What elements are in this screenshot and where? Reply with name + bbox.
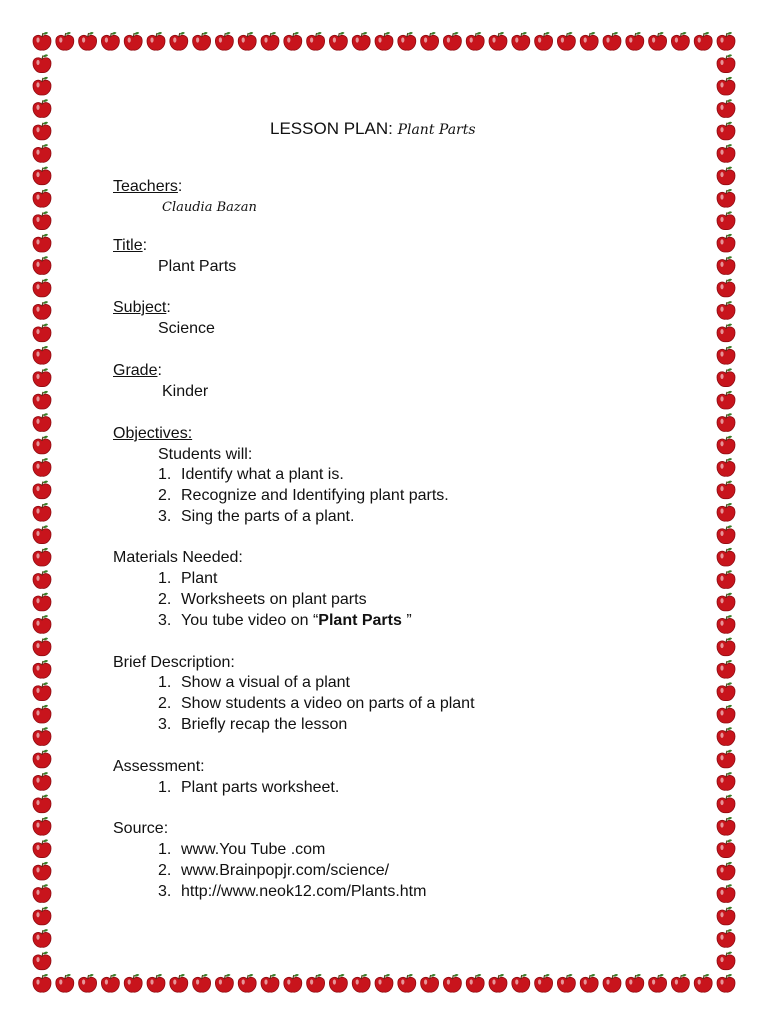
- apple-icon: [717, 570, 735, 588]
- apple-icon: [101, 974, 119, 992]
- apple-icon: [33, 952, 51, 970]
- page-title: [270, 119, 476, 140]
- apple-icon: [717, 144, 735, 162]
- apple-icon: [717, 458, 735, 476]
- material-item: 2. Worksheets on plant parts: [158, 591, 367, 608]
- apple-icon: [33, 189, 51, 207]
- apple-icon: [147, 974, 165, 992]
- apple-icon: [717, 615, 735, 633]
- apple-icon: [307, 974, 325, 992]
- apple-icon: [375, 974, 393, 992]
- apple-icon: [512, 32, 530, 50]
- apple-icon: [717, 99, 735, 117]
- apple-icon: [717, 862, 735, 880]
- apple-icon: [33, 884, 51, 902]
- apple-icon: [580, 974, 598, 992]
- apple-icon: [717, 189, 735, 207]
- apple-icon: [717, 77, 735, 95]
- apple-icon: [33, 54, 51, 72]
- apple-icon: [215, 974, 233, 992]
- apple-icon: [443, 32, 461, 50]
- apple-icon: [56, 32, 74, 50]
- apple-icon: [717, 211, 735, 229]
- apple-icon: [33, 660, 51, 678]
- grade-heading: Grade:: [113, 362, 162, 379]
- grade-label: Grade: [113, 362, 158, 379]
- apple-icon: [193, 32, 211, 50]
- apple-icon: [33, 436, 51, 454]
- apple-icon: [398, 974, 416, 992]
- apple-icon: [33, 862, 51, 880]
- apple-icon: [717, 682, 735, 700]
- apple-icon: [694, 32, 712, 50]
- apple-icon: [717, 817, 735, 835]
- apple-icon: [717, 234, 735, 252]
- apple-icon: [124, 32, 142, 50]
- source-item: 1. www.You Tube .com: [158, 841, 326, 858]
- apple-icon: [535, 974, 553, 992]
- source-label: Source:: [113, 820, 169, 837]
- description-item: 1. Show a visual of a plant: [158, 674, 350, 691]
- apple-icon: [147, 32, 165, 50]
- apple-icon: [717, 368, 735, 386]
- teachers-label: Teachers: [113, 178, 178, 195]
- apple-icon: [124, 974, 142, 992]
- objective-item: 2. Recognize and Identifying plant parts.: [158, 487, 449, 504]
- apple-icon: [603, 974, 621, 992]
- apple-icon: [352, 32, 370, 50]
- apple-icon: [649, 32, 667, 50]
- apple-icon: [33, 593, 51, 611]
- apple-icon: [421, 974, 439, 992]
- apple-icon: [33, 839, 51, 857]
- apple-icon: [717, 727, 735, 745]
- apple-icon: [717, 660, 735, 678]
- objective-item: 3. Sing the parts of a plant.: [158, 508, 355, 525]
- apple-icon: [33, 548, 51, 566]
- apple-icon: [33, 346, 51, 364]
- apple-icon: [580, 32, 598, 50]
- apple-icon: [717, 301, 735, 319]
- apple-icon: [170, 32, 188, 50]
- apple-icon: [33, 615, 51, 633]
- apple-icon: [33, 727, 51, 745]
- apple-icon: [421, 32, 439, 50]
- apple-icon: [238, 32, 256, 50]
- apple-icon: [717, 391, 735, 409]
- apple-icon: [717, 54, 735, 72]
- apple-icon: [717, 279, 735, 297]
- apple-icon: [717, 638, 735, 656]
- apple-icon: [33, 279, 51, 297]
- apple-icon: [33, 32, 51, 50]
- apple-icon: [33, 570, 51, 588]
- objective-item: 1. Identify what a plant is.: [158, 466, 344, 483]
- apple-icon: [33, 750, 51, 768]
- apple-icon: [717, 974, 735, 992]
- apple-icon: [717, 750, 735, 768]
- apple-icon: [717, 436, 735, 454]
- objectives-intro: Students will:: [158, 446, 253, 463]
- apple-icon: [626, 974, 644, 992]
- assessment-label: Assessment:: [113, 758, 205, 775]
- apple-icon: [33, 974, 51, 992]
- apple-icon: [33, 167, 51, 185]
- apple-icon: [717, 122, 735, 140]
- apple-icon: [717, 795, 735, 813]
- apple-icon: [33, 144, 51, 162]
- apple-icon: [717, 413, 735, 431]
- objectives-label: Objectives:: [113, 425, 193, 442]
- apple-icon: [717, 952, 735, 970]
- apple-icon: [671, 32, 689, 50]
- apple-icon: [33, 705, 51, 723]
- apple-icon: [557, 32, 575, 50]
- apple-icon: [33, 324, 51, 342]
- apple-icon: [33, 772, 51, 790]
- apple-icon: [626, 32, 644, 50]
- material-item: 1. Plant: [158, 570, 218, 587]
- subject-label: Subject: [113, 299, 167, 316]
- subject-heading: Subject:: [113, 299, 171, 316]
- apple-icon: [284, 32, 302, 50]
- apple-icon: [33, 99, 51, 117]
- apple-icon: [557, 974, 575, 992]
- apple-icon: [33, 368, 51, 386]
- apple-icon: [717, 256, 735, 274]
- title-heading: Title:: [113, 237, 148, 254]
- apple-icon: [33, 525, 51, 543]
- apple-icon: [352, 974, 370, 992]
- apple-icon: [33, 234, 51, 252]
- apple-icon: [717, 772, 735, 790]
- apple-icon: [261, 32, 279, 50]
- apple-icon: [649, 974, 667, 992]
- apple-icon: [443, 974, 461, 992]
- apple-icon: [33, 638, 51, 656]
- grade-value: Kinder: [162, 383, 209, 400]
- apple-icon: [261, 974, 279, 992]
- apple-icon: [489, 32, 507, 50]
- apple-icon: [717, 593, 735, 611]
- apple-icon: [603, 32, 621, 50]
- description-item: 2. Show students a video on parts of a plant: [158, 695, 475, 712]
- description-label: Brief Description:: [113, 654, 235, 671]
- apple-icon: [215, 32, 233, 50]
- apple-icon: [33, 301, 51, 319]
- apple-icon: [33, 77, 51, 95]
- apple-icon: [33, 391, 51, 409]
- title-value: Plant Parts: [158, 258, 237, 275]
- apple-icon: [56, 974, 74, 992]
- apple-icon: [33, 929, 51, 947]
- apple-icon: [489, 974, 507, 992]
- apple-icon: [717, 503, 735, 521]
- apple-icon: [671, 974, 689, 992]
- apple-icon: [284, 974, 302, 992]
- apple-icon: [33, 256, 51, 274]
- assessment-item: 1. Plant parts worksheet.: [158, 779, 340, 796]
- apple-icon: [717, 346, 735, 364]
- apple-icon: [466, 32, 484, 50]
- apple-icon: [717, 481, 735, 499]
- apple-icon: [193, 974, 211, 992]
- apple-icon: [329, 32, 347, 50]
- apple-icon: [79, 974, 97, 992]
- apple-icon: [512, 974, 530, 992]
- apple-icon: [717, 907, 735, 925]
- apple-icon: [717, 929, 735, 947]
- apple-icon: [375, 32, 393, 50]
- apple-icon: [717, 839, 735, 857]
- apple-icon: [329, 974, 347, 992]
- apple-icon: [694, 974, 712, 992]
- apple-icon: [33, 481, 51, 499]
- materials-label: Materials Needed:: [113, 549, 243, 566]
- teachers-heading: Teachers:: [113, 178, 183, 195]
- subject-value: Science: [158, 320, 215, 337]
- apple-icon: [33, 503, 51, 521]
- apple-icon: [33, 122, 51, 140]
- apple-icon: [717, 167, 735, 185]
- apple-icon: [717, 705, 735, 723]
- apple-icon: [33, 795, 51, 813]
- apple-icon: [33, 682, 51, 700]
- apple-icon: [33, 817, 51, 835]
- description-item: 3. Briefly recap the lesson: [158, 716, 348, 733]
- apple-icon: [717, 324, 735, 342]
- apple-icon: [717, 884, 735, 902]
- apple-icon: [170, 974, 188, 992]
- apple-icon: [33, 458, 51, 476]
- title-label: Title: [113, 237, 143, 254]
- source-item: 2. www.Brainpopjr.com/science/: [158, 862, 390, 879]
- apple-icon: [33, 211, 51, 229]
- material-item: 3. You tube video on “Plant Parts ”: [158, 612, 412, 629]
- title-prefix: LESSON PLAN:: [270, 119, 398, 138]
- apple-icon: [398, 32, 416, 50]
- apple-icon: [79, 32, 97, 50]
- apple-icon: [535, 32, 553, 50]
- apple-icon: [33, 413, 51, 431]
- apple-icon: [238, 974, 256, 992]
- source-item: 3. http://www.neok12.com/Plants.htm: [158, 883, 427, 900]
- apple-icon: [466, 974, 484, 992]
- apple-icon: [101, 32, 119, 50]
- apple-icon: [33, 907, 51, 925]
- apple-icon: [717, 525, 735, 543]
- teacher-name: Claudia Bazan: [162, 200, 257, 215]
- apple-icon: [307, 32, 325, 50]
- apple-icon: [717, 548, 735, 566]
- video-title: Plant Parts: [318, 612, 407, 629]
- title-topic: Plant Parts: [397, 122, 476, 138]
- apple-icon: [717, 32, 735, 50]
